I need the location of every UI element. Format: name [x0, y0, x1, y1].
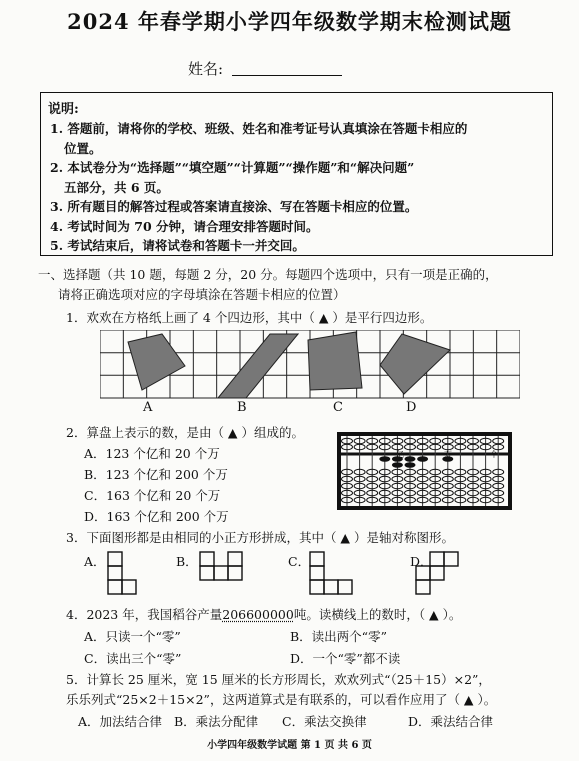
question-4-option-d[interactable]: D．一个“零”都不读	[290, 651, 401, 666]
abacus-figure	[337, 432, 512, 510]
quadrilateral-b-fill	[218, 334, 298, 398]
instruction-item: 位置。	[64, 141, 102, 156]
option-label: B	[237, 400, 247, 415]
question-5-option-c[interactable]: C．乘法交换律	[282, 714, 367, 729]
question-5-stem-cont: 乐乐列式“25×2＋15×2”，这两道算式是有联系的，可以看作应用了（ ▲ ）。	[66, 692, 497, 707]
instruction-item: 5. 考试结束后，请将试卷和答题卡一并交回。	[50, 238, 305, 253]
page-title: 2024 年春学期小学四年级数学期末检测试题	[67, 9, 512, 34]
instruction-item: 4. 考试时间为 70 分钟，请合理安排答题时间。	[50, 219, 319, 234]
option-label: D．	[410, 554, 433, 569]
option-label: C	[333, 400, 343, 415]
question-4-text: 4．2023 年，我国稻谷产量	[66, 607, 223, 622]
question-2-option-c[interactable]: C．163 个亿和 20 个万	[84, 488, 221, 503]
instruction-item: 五部分，共 6 页。	[64, 180, 169, 195]
instruction-item: 1. 答题前，请将你的学校、班级、姓名和准考证号认真填涂在答题卡相应的	[50, 121, 468, 136]
question-1-stem: 1．欢欢在方格纸上画了 4 个四边形，其中（ ▲ ）是平行四边形。	[66, 310, 433, 325]
question-2-option-a[interactable]: A．123 个亿和 20 个万	[84, 446, 220, 461]
question-4-option-c[interactable]: C．读出三个“零”	[84, 651, 182, 666]
question-2-option-b[interactable]: B．123 个亿和 200 个万	[84, 467, 228, 482]
section-heading: 一、选择题（共 10 题，每题 2 分，20 分。每题四个选项中，只有一项是正确的，	[38, 267, 498, 282]
option-label: D	[406, 400, 417, 415]
instruction-item: 3. 所有题目的解答过程或答案请直接涂、写在答题卡相应的位置。	[50, 199, 418, 214]
section-instruction: 请将正确选项对应的字母填涂在答题卡相应的位置）	[58, 287, 346, 302]
option-label: C．	[288, 554, 311, 569]
shapes-figure	[100, 550, 500, 598]
quadrilateral-d	[380, 334, 450, 394]
question-4-option-a[interactable]: A．只读一个“零”	[84, 629, 181, 644]
question-3-stem: 3．下面图形都是由相同的小正方形拼成，其中（ ▲ ）是轴对称图形。	[66, 530, 455, 545]
name-label: 姓名:	[188, 60, 224, 78]
question-2-stem: 2．算盘上表示的数，是由（ ▲ ）组成的。	[66, 425, 305, 440]
page-footer: 小学四年级数学试题 第 1 页 共 6 页	[207, 740, 372, 751]
abacus-label-ge: 个	[490, 450, 498, 459]
question-4-stem	[66, 605, 461, 623]
option-label: A．	[84, 554, 106, 569]
question-5-stem: 5．计算长 25 厘米，宽 15 厘米的长方形周长，欢欢列式“（25＋15）×2”，	[66, 672, 491, 687]
option-label: A	[143, 400, 153, 415]
question-4-option-b[interactable]: B．读出两个“零”	[290, 629, 387, 644]
question-5-option-b[interactable]: B．乘法分配律	[174, 714, 259, 729]
name-field[interactable]	[232, 75, 342, 76]
question-2-option-d[interactable]: D．163 个亿和 200 个万	[84, 509, 229, 524]
instructions-heading: 说明:	[48, 102, 79, 117]
instruction-item: 2. 本试卷分为“选择题”“填空题”“计算题”“操作题”和“解决问题”	[50, 160, 415, 175]
abacus-label-wan: 万	[444, 450, 452, 459]
grid-paper-figure	[100, 330, 520, 400]
quadrilateral-a	[128, 334, 185, 390]
question-4-number: 206600000	[222, 607, 294, 622]
question-4-text: 吨。读横线上的数时，（ ▲ ）。	[293, 607, 462, 622]
option-label: B．	[176, 554, 198, 569]
question-5-option-d[interactable]: D．乘法结合律	[408, 714, 494, 729]
question-5-option-a[interactable]: A．加法结合律	[78, 714, 163, 729]
abacus-label-yi: 亿	[396, 450, 404, 459]
quadrilateral-c	[308, 332, 362, 390]
